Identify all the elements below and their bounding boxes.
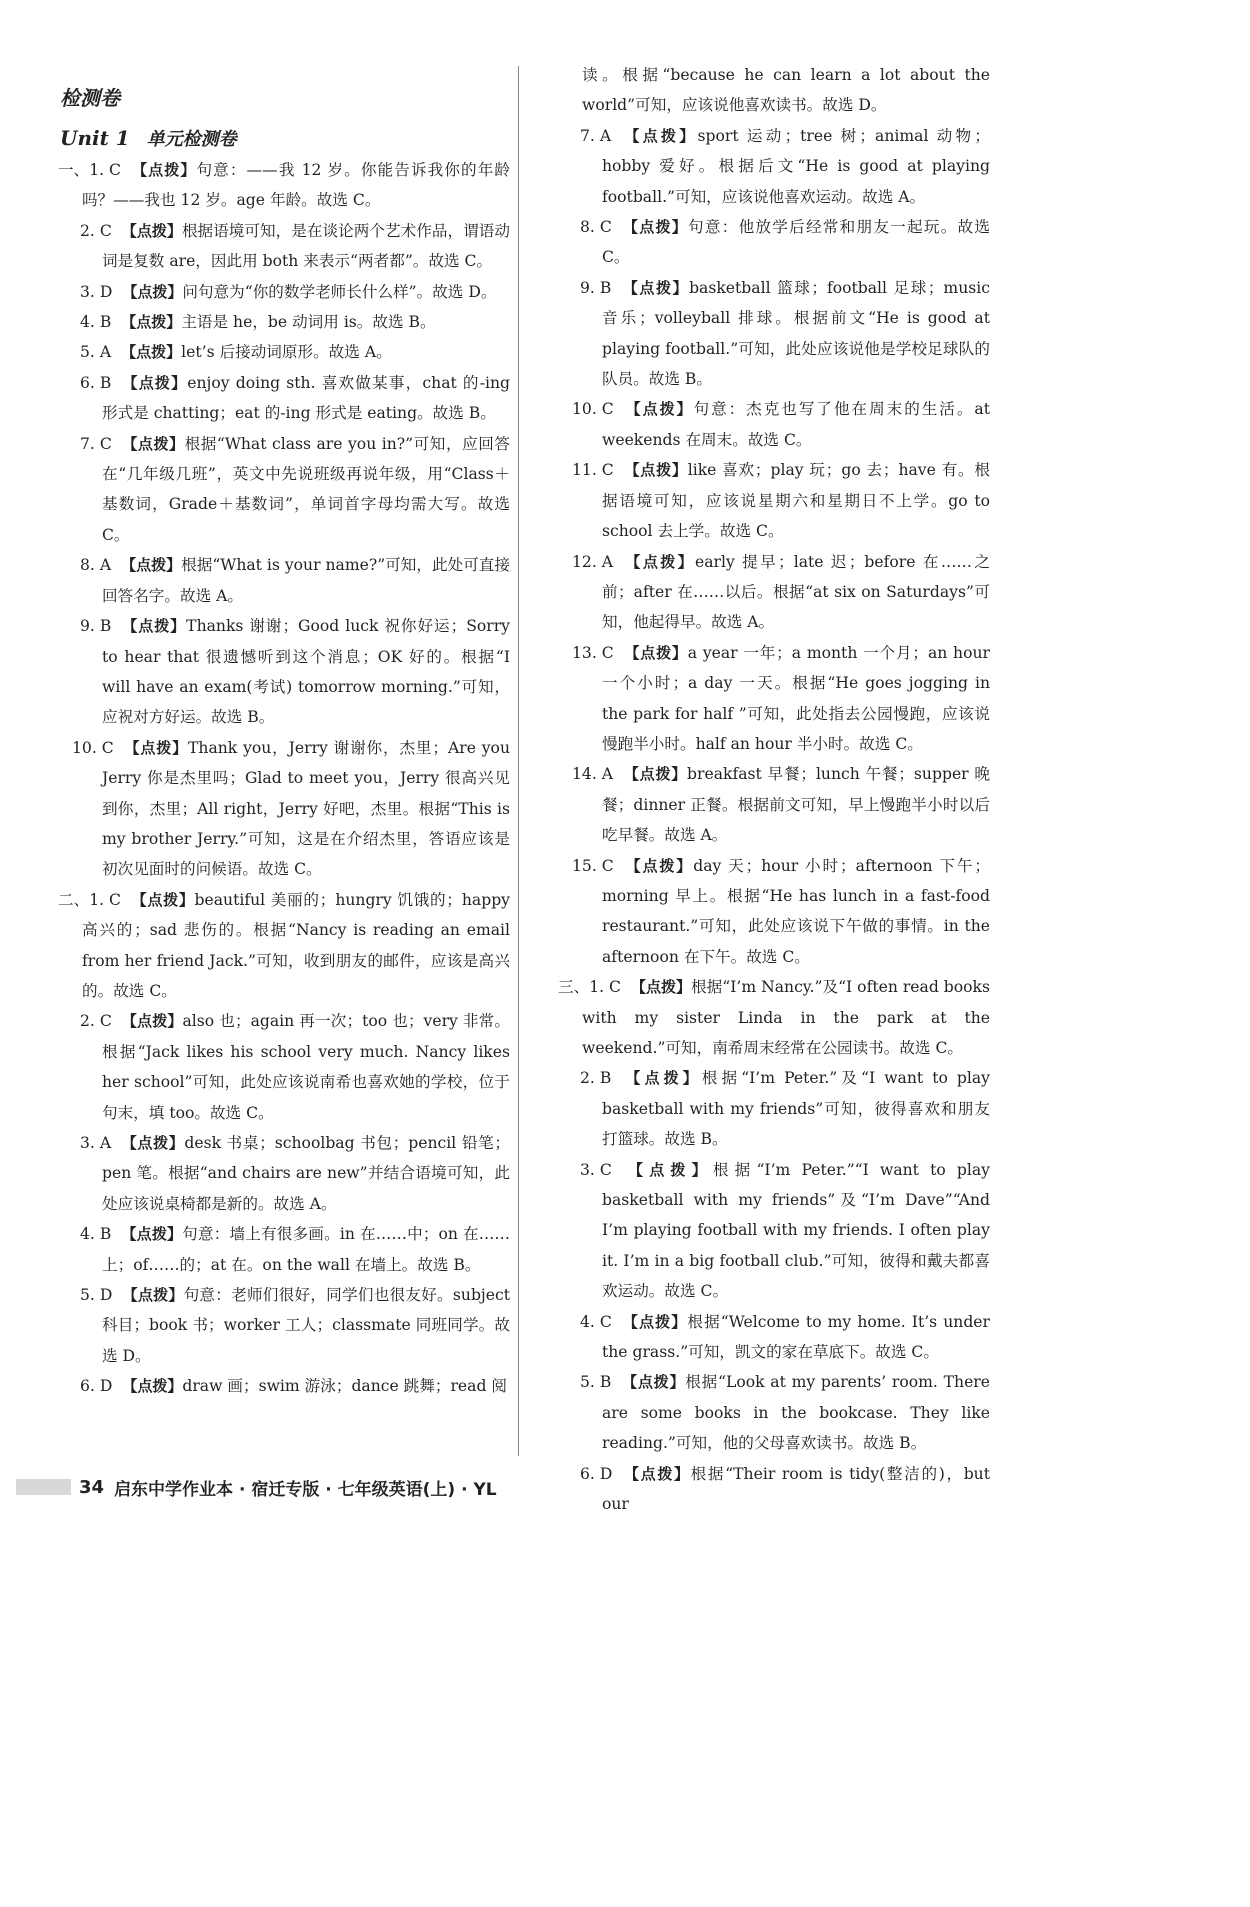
item-text: day 天；hour 小时；afternoon 下午；morning 早上。根据“He has lunch in a fast-food restaurant.”可知，此处应该说下午做的事情。in the afternoon 在下午。故选 C。 xyxy=(602,856,990,966)
tip-label: 【点拨】 xyxy=(623,643,688,662)
answer-item xyxy=(58,1280,510,1371)
answer-item xyxy=(58,885,510,1007)
unit-title xyxy=(60,125,510,151)
answer-item xyxy=(58,307,510,337)
item-number: 2. B xyxy=(580,1069,612,1088)
item-text: 根据“I’m Nancy.”及“I often read books with my sister Linda in the park at the weekend.”可知，南希周末经常在公园读书。故选 C。 xyxy=(582,978,990,1057)
tip-label: 【点拨】 xyxy=(130,890,195,909)
section-title: 检测卷 xyxy=(60,86,120,110)
item-text: draw 画；swim 游泳；dance 跳舞；read 阅 xyxy=(182,1377,507,1396)
answer-item xyxy=(58,1371,510,1401)
answer-item xyxy=(558,212,990,273)
item-number: 4. C xyxy=(580,1312,612,1331)
answer-item xyxy=(558,1063,990,1154)
item-number: 14. A xyxy=(572,765,614,784)
tip-label: 【点拨】 xyxy=(121,221,182,240)
item-number: 一、1. C xyxy=(58,161,121,179)
item-text: 句意：墙上有很多画。in 在……中；on 在……上；of……的；at 在。on the wall 在墙上。故选 B。 xyxy=(102,1225,510,1274)
item-text: breakfast 早餐；lunch 午餐；supper 晚餐；dinner 正餐。根据前文可知，早上慢跑半小时以后吃早餐。故选 A。 xyxy=(602,765,990,845)
book-title: 启东中学作业本 · 宿迁专版 · 七年级英语(上) · YL xyxy=(114,1479,497,1500)
unit-title-zh: 单元检测卷 xyxy=(146,129,237,150)
item-number: 8. C xyxy=(580,218,612,237)
right-answer-list xyxy=(558,60,990,1520)
left-column xyxy=(58,60,510,1402)
tip-label: 【点拨】 xyxy=(121,556,182,575)
item-text: 根据“Look at my parents’ room. There are some books in the bookcase. They like reading.”可知，他的父母喜欢读书。故选 B。 xyxy=(602,1373,990,1453)
item-text: 根据“I’m Peter.”“I want to play basketball with my friends”及“I’m Dave”“And I’m playing football with my friends. I often play it. I’m in a big football club.”可知，彼得和戴夫都喜欢运动。故选 C。 xyxy=(602,1160,990,1301)
tip-label: 【点拨】 xyxy=(121,1012,183,1031)
tip-label: 【点拨】 xyxy=(623,765,688,784)
answer-item xyxy=(558,972,990,1063)
tip-label: 【点拨】 xyxy=(621,1312,688,1331)
item-text: 根据“Welcome to my home. It’s under the grass.”可知，凯文的家在草底下。故选 C。 xyxy=(602,1312,990,1362)
item-number: 5. B xyxy=(580,1373,612,1392)
tip-label: 【点拨】 xyxy=(122,1286,184,1305)
answer-item xyxy=(558,1367,990,1458)
item-text: a year 一年；a month 一个月；an hour 一个小时；a day 一天。根据“He goes jogging in the park for half ”可知，此处指去公园慢跑，应该说慢跑半小时。half an hour 半小时。故选 C。 xyxy=(602,643,990,753)
item-text: 句意：老师们很好，同学们也很友好。subject 科目；book 书；worker 工人；classmate 同班同学。故选 D。 xyxy=(102,1286,510,1365)
tip-label: 【点拨】 xyxy=(621,1160,713,1179)
answer-item xyxy=(558,1459,990,1520)
tip-label: 【点拨】 xyxy=(622,1464,691,1483)
item-number: 2. C xyxy=(80,1012,112,1031)
answer-item xyxy=(558,394,990,455)
tip-label: 【点拨】 xyxy=(621,278,690,297)
tip-label: 【点拨】 xyxy=(621,218,689,237)
tip-label: 【点拨】 xyxy=(121,313,182,332)
page-number: 34 xyxy=(79,1476,105,1498)
right-column xyxy=(558,60,990,1520)
item-text: 主语是 he，be 动词用 is。故选 B。 xyxy=(181,313,436,332)
item-number: 3. D xyxy=(80,282,113,301)
item-number: 11. C xyxy=(572,461,614,480)
tip-label: 【点拨】 xyxy=(621,1069,702,1088)
tip-label: 【点拨】 xyxy=(122,282,183,301)
answer-item xyxy=(558,851,990,973)
footer-gray-bar xyxy=(16,1479,71,1495)
answer-item xyxy=(58,611,510,733)
answer-item xyxy=(558,638,990,760)
item-text: sport 运动；tree 树；animal 动物；hobby 爱好。根据后文“He is good at playing football.”可知，应该说他喜欢运动。故选 A。 xyxy=(602,126,990,206)
answer-item xyxy=(58,155,510,216)
answer-item xyxy=(558,1155,990,1307)
item-number: 三、1. C xyxy=(558,978,621,997)
item-text: 根据“What class are you in?”可知，应回答在“几年级几班”，英文中先说班级再说年级，用“Class＋基数词，Grade＋基数词”，单词首字母均需大写。故选 C。 xyxy=(102,434,510,544)
answer-item xyxy=(558,455,990,546)
answer-item xyxy=(558,759,990,850)
item-number: 9. B xyxy=(580,278,612,297)
item-text: 句意：——我 12 岁。你能告诉我你的年龄吗？——我也 12 岁。age 年龄。故选 C。 xyxy=(82,161,510,210)
answer-item xyxy=(58,277,510,307)
answer-item xyxy=(58,1128,510,1219)
item-text: basketball 篮球；football 足球；music 音乐；volleyball 排球。根据前文“He is good at playing football.”可知，此处应该说他是学校足球队的队员。故选 B。 xyxy=(602,278,990,389)
tip-label: 【点拨】 xyxy=(121,617,187,636)
item-number: 3. A xyxy=(80,1134,112,1152)
tip-label: 【点拨】 xyxy=(121,1225,183,1244)
answer-item xyxy=(58,733,510,885)
item-text: early 提早；late 迟；before 在……之前；after 在……以后。根据“at six on Saturdays”可知，他起得早。故选 A。 xyxy=(602,552,990,632)
tip-label: 【点拨】 xyxy=(623,400,694,419)
item-number: 3. C xyxy=(580,1160,612,1179)
item-text: 问句意为“你的数学老师长什么样”。故选 D。 xyxy=(182,282,497,301)
item-number: 10. C xyxy=(72,738,114,757)
item-number: 6. B xyxy=(80,373,112,392)
tip-label: 【点拨】 xyxy=(623,461,688,480)
tip-label: 【点拨】 xyxy=(121,434,185,453)
item-number: 二、1. C xyxy=(58,890,121,909)
item-number: 5. D xyxy=(80,1286,113,1305)
answer-item xyxy=(558,1307,990,1368)
item-text: like 喜欢；play 玩；go 去；have 有。根据语境可知，应该说星期六和星期日不上学。go to school 去上学。故选 C。 xyxy=(602,461,990,541)
item-number: 6. D xyxy=(580,1464,613,1483)
item-number: 9. B xyxy=(80,617,112,636)
item-number: 6. D xyxy=(80,1377,113,1396)
column-divider xyxy=(518,66,519,1456)
item-number: 4. B xyxy=(80,1225,112,1244)
tip-label: 【点拨】 xyxy=(122,1377,183,1396)
answer-item xyxy=(558,121,990,212)
item-text: 句意：杰克也写了他在周末的生活。at weekends 在周末。故选 C。 xyxy=(602,400,990,449)
answer-item xyxy=(58,429,510,551)
tip-label: 【点拨】 xyxy=(123,738,189,757)
tip-label: 【点拨】 xyxy=(121,343,182,362)
answer-item xyxy=(58,1006,510,1128)
item-number: 13. C xyxy=(572,643,614,662)
answer-item xyxy=(558,60,990,121)
unit-title-en: Unit 1 xyxy=(60,126,130,150)
item-number: 8. A xyxy=(80,556,112,575)
tip-label: 【点拨】 xyxy=(121,1134,185,1152)
answer-item xyxy=(58,216,510,277)
item-number: 15. C xyxy=(572,856,614,875)
item-text: beautiful 美丽的；hungry 饥饿的；happy 高兴的；sad 悲伤的。根据“Nancy is reading an email from her friend Jack.”可知，收到朋友的邮件，应该是高兴的。故选 C。 xyxy=(82,890,510,1000)
tip-label: 【点拨】 xyxy=(621,1373,686,1392)
answer-item xyxy=(58,1219,510,1280)
tip-label: 【点拨】 xyxy=(623,552,696,571)
item-text: also 也；again 再一次；too 也；very 非常。根据“Jack likes his school very much. Nancy likes her school”可知，此处应该说南希也喜欢她的学校，位于句末，填 too。故选 C。 xyxy=(102,1012,510,1122)
item-number: 4. B xyxy=(80,313,112,332)
item-number: 12. A xyxy=(572,552,614,571)
item-text: Thanks 谢谢；Good luck 祝你好运；Sorry to hear that 很遗憾听到这个消息；OK 好的。根据“I will have an exam(考试) tomorrow morning.”可知，应祝对方好运。故选 B。 xyxy=(102,617,510,727)
tip-label: 【点拨】 xyxy=(630,978,692,997)
item-text: 根据“Their room is tidy(整洁的)，but our xyxy=(602,1464,990,1514)
item-text: 读。根据“because he can learn a lot about the world”可知，应该说他喜欢读书。故选 D。 xyxy=(582,66,990,115)
tip-label: 【点拨】 xyxy=(121,373,188,392)
page-footer xyxy=(16,1474,497,1500)
item-text: desk 书桌；schoolbag 书包；pencil 铅笔；pen 笔。根据“and chairs are new”并结合语境可知，此处应该说桌椅都是新的。故选 A。 xyxy=(102,1134,510,1213)
item-text: 根据“What is your name?”可知，此处可直接回答名字。故选 A。 xyxy=(102,556,510,605)
answer-item xyxy=(558,273,990,395)
item-text: let’s 后接动词原形。故选 A。 xyxy=(181,343,392,362)
item-number: 7. A xyxy=(580,126,612,145)
item-text: 根据语境可知，是在谈论两个艺术作品，谓语动词是复数 are，因此用 both 来表示“两者都”。故选 C。 xyxy=(102,221,510,271)
item-number: 2. C xyxy=(80,221,112,240)
item-text: Thank you，Jerry 谢谢你，杰里；Are you Jerry 你是杰里吗；Glad to meet you，Jerry 很高兴见到你，杰里；All right，Jerry 好吧，杰里。根据“This is my brother Jerry.”可知，这是在介绍杰里，答语应该是初次见面时的问候语。故选 C。 xyxy=(102,738,510,879)
answer-item xyxy=(58,550,510,611)
tip-label: 【点拨】 xyxy=(623,856,694,875)
item-text: 句意：他放学后经常和朋友一起玩。故选 C。 xyxy=(602,218,990,267)
answer-item xyxy=(558,547,990,638)
left-answer-list xyxy=(58,155,510,1402)
item-number: 10. C xyxy=(572,400,614,419)
item-number: 5. A xyxy=(80,343,112,362)
item-text: enjoy doing sth. 喜欢做某事，chat 的-ing 形式是 chatting；eat 的-ing 形式是 eating。故选 B。 xyxy=(102,373,510,423)
answer-item xyxy=(58,337,510,367)
tip-label: 【点拨】 xyxy=(621,126,698,145)
answer-item xyxy=(58,368,510,429)
tip-label: 【点拨】 xyxy=(130,161,197,179)
item-text: 根据“I’m Peter.”及“I want to play basketball with my friends”可知，彼得喜欢和朋友打篮球。故选 B。 xyxy=(602,1069,990,1149)
item-number: 7. C xyxy=(80,434,112,453)
